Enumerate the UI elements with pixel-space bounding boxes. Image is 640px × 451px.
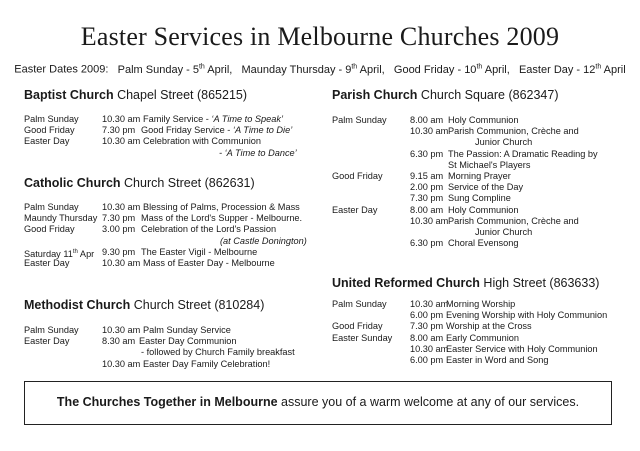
urc-services — [332, 299, 622, 366]
date-palm: Palm Sunday - 5th April, — [117, 63, 233, 76]
catholic-heading: Catholic Church Church Street (862631) — [24, 176, 255, 190]
baptist-heading: Baptist Church Chapel Street (865215) — [24, 88, 248, 102]
easter-dates — [0, 63, 640, 76]
service-row: 2.00 pm Service of the Day — [410, 182, 524, 193]
service-row: Good Friday 9.15 am Morning Prayer — [332, 170, 511, 181]
service-row: (at Castle Donington) — [220, 235, 307, 246]
service-row: Maundy Thursday 7.30 pm Mass of the Lord's Supper - Melbourne. — [24, 213, 303, 224]
service-row: Palm Sunday 10.30 am Palm Sunday Service — [24, 325, 231, 335]
parish-services — [332, 115, 622, 249]
welcome-box — [24, 381, 612, 425]
service-row: - ‘A Time to Dance’ — [219, 147, 297, 158]
service-row: 6.30 pm Choral Evensong — [410, 238, 519, 249]
service-row: 10.30 am Parish Communion, Crèche and — [410, 215, 579, 226]
service-row: St Michael's Players — [448, 159, 531, 170]
service-row: 6.00 pm Evening Worship with Holy Communion — [410, 310, 608, 321]
service-row: 6.30 pm The Passion: A Dramatic Reading by — [410, 148, 598, 159]
service-row: Saturday 11th Apr 9.30 pm The Easter Vigil - Melbourne — [24, 246, 258, 259]
catholic-services — [24, 202, 314, 269]
service-row: Junior Church — [475, 226, 533, 237]
service-row: Easter Day 10.30 am Celebration with Communion — [24, 136, 261, 147]
service-row: 6.00 pm Easter in Word and Song — [410, 354, 549, 365]
urc-heading: United Reformed Church High Street (863633) — [332, 276, 600, 290]
service-row: Easter Day 8.00 am Holy Communion — [332, 204, 519, 215]
service-row: Easter Day 8.30 am Easter Day Communion — [24, 336, 237, 347]
service-row: 10.30 am Easter Service with Holy Communion — [410, 343, 598, 354]
service-row: Palm Sunday 10.30 am Family Service - ‘A Time to Speak’ — [24, 114, 283, 124]
dates-prefix: Easter Dates 2009: — [14, 63, 109, 76]
parish-heading: Parish Church Church Square (862347) — [332, 88, 559, 102]
service-row: - followed by Church Family breakfast — [141, 347, 295, 358]
service-row: Easter Day 10.30 am Mass of Easter Day - Melbourne — [24, 257, 275, 268]
baptist-services — [24, 114, 314, 159]
methodist-heading: Methodist Church Church Street (810284) — [24, 298, 265, 312]
service-row: 7.30 pm Sung Compline — [410, 193, 511, 204]
service-row: Palm Sunday 10.30 am Morning Worship — [332, 299, 516, 309]
service-row: Junior Church — [475, 137, 533, 148]
date-good-friday: Good Friday - 10th April, — [393, 63, 510, 76]
footer-bold: The Churches Together in Melbourne — [56, 395, 278, 409]
footer-text: assure you of a warm welcome at any of our services. — [277, 395, 580, 409]
service-row: Good Friday 3.00 pm Celebration of the Lord's Passion — [24, 224, 277, 235]
date-easter-day: Easter Day - 12th April — [518, 63, 626, 76]
methodist-services — [24, 325, 314, 370]
service-row: Palm Sunday 8.00 am Holy Communion — [332, 115, 519, 125]
service-row: 10.30 am Easter Day Family Celebration! — [102, 358, 271, 369]
date-maundy: Maunday Thursday - 9th April, — [241, 63, 385, 76]
page-title: Easter Services in Melbourne Churches 2009 — [80, 22, 560, 51]
service-row: Good Friday 7.30 pm Worship at the Cross — [332, 321, 532, 332]
service-row: 10.30 am Parish Communion, Crèche and — [410, 126, 579, 137]
service-row: Palm Sunday 10.30 am Blessing of Palms, Procession & Mass — [24, 202, 300, 212]
service-row: Good Friday 7.30 pm Good Friday Service - ‘A Time to Die’ — [24, 125, 293, 136]
service-row: Easter Sunday 8.00 am Early Communion — [332, 332, 520, 343]
